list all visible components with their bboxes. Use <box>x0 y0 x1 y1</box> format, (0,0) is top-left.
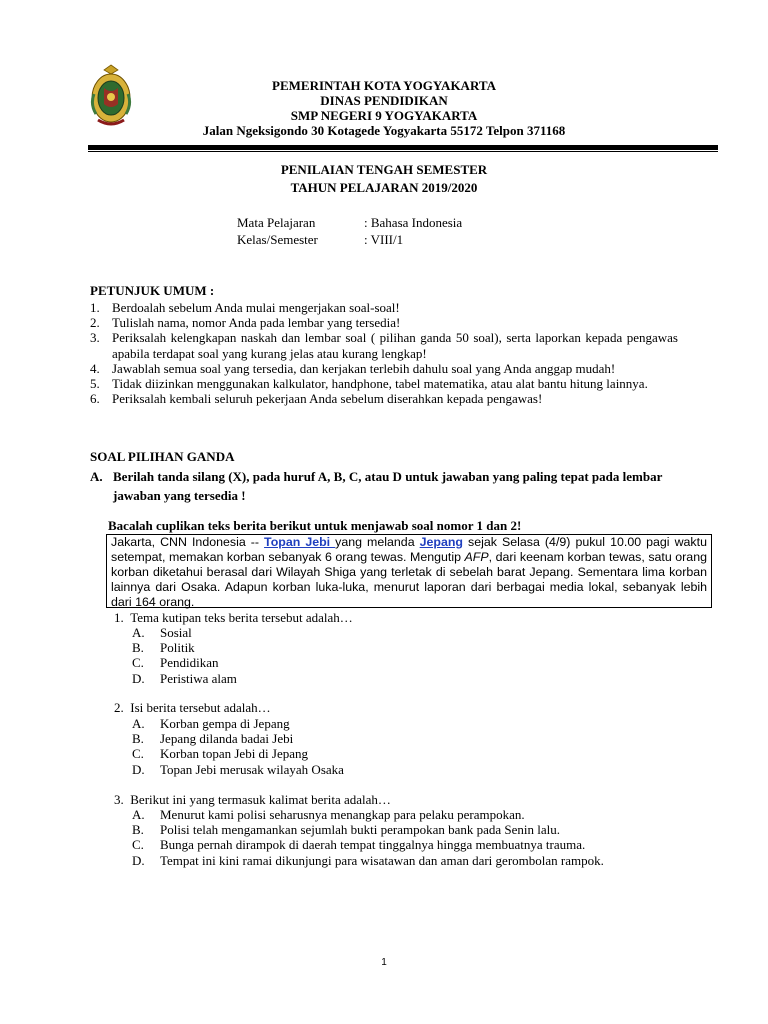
page-number: 1 <box>381 957 387 968</box>
class-value: : VIII/1 <box>364 232 404 247</box>
option: D. Peristiwa alam <box>132 670 237 686</box>
subject-label: Mata Pelajaran <box>237 215 316 230</box>
question-3: 3. Berikut ini yang termasuk kalimat berita adalah… <box>114 792 391 807</box>
exam-title: PENILAIAN TENGAH SEMESTER <box>280 162 488 177</box>
subject-value: : Bahasa Indonesia <box>364 215 463 230</box>
option: C. Korban topan Jebi di Jepang <box>132 746 309 762</box>
header-agency: DINAS PENDIDIKAN <box>320 93 448 108</box>
option: A. Korban gempa di Jepang <box>132 716 290 731</box>
instruction-item: 2. Tulislah nama, nomor Anda pada lembar yang tersedia! <box>90 315 401 331</box>
city-emblem-logo <box>90 64 132 130</box>
option: C. Pendidikan <box>132 655 219 671</box>
option: B. Politik <box>132 640 195 656</box>
option: A. Menurut kami polisi seharusnya menangkap para pelaku perampokan. <box>132 807 525 822</box>
link-jepang[interactable]: Jepang <box>419 535 464 549</box>
instructions-heading: PETUNJUK UMUM : <box>90 283 215 298</box>
question-1: 1. Tema kutipan teks berita tersebut adalah… <box>114 610 353 625</box>
news-passage-box: Jakarta, CNN Indonesia -- Topan Jebi yang melanda Jepang sejak Selasa (4/9) pukul 10.00 pagi waktu setempat, memakan korban sebanyak 6 orang tewas. Mengutip AFP, dari keenam korban tewas, satu orang korban diketahui berasal dari Wilayah Shiga yang terletak di sebelah barat Jepang. Sementara lima korban lainnya dari Osaka. Adapun korban luka-luka, menurut laporan dari berbagai media lokal, sebanyak lebih dari 164 orang. <box>106 534 712 608</box>
option: B. Polisi telah mengamankan sejumlah bukti perampokan bank pada Senin lalu. <box>132 822 561 838</box>
section-a-instruction <box>90 467 680 505</box>
question-2: 2. Isi berita tersebut adalah… <box>114 700 271 715</box>
question-3-options <box>132 807 604 868</box>
instruction-item: 3. Periksalah kelengkapan naskah dan lembar soal ( pilihan ganda 50 soal), serta laporkan kepada pengawas apabila terdapat soal yang kurang jelas atau kurang lengkap! <box>90 330 678 361</box>
option: B. Jepang dilanda badai Jebi <box>132 731 294 747</box>
header-address: Jalan Ngeksigondo 30 Kotagede Yogyakarta 55172 Telpon 371168 <box>202 123 566 138</box>
instruction-item: 6. Periksalah kembali seluruh pekerjaan Anda sebelum diserahkan kepada pengawas! <box>90 391 543 407</box>
passage-heading: Bacalah cuplikan teks berita berikut untuk menjawab soal nomor 1 dan 2! <box>108 518 522 533</box>
option: A. Sosial <box>132 625 192 640</box>
instruction-item: 4. Jawablah semua soal yang tersedia, dan kerjakan terlebih dahulu soal yang Anda anggap mudah! <box>90 360 616 376</box>
option: D. Tempat ini kini ramai dikunjungi para wisatawan dan aman dari gerombolan rampok. <box>132 852 604 868</box>
section-a-text: Berilah tanda silang (X), pada huruf A, B, C, atau D untuk jawaban yang paling tepat pada lembar jawaban yang tersedia ! <box>113 469 663 503</box>
header-government: PEMERINTAH KOTA YOGYAKARTA <box>272 78 496 93</box>
section-heading: SOAL PILIHAN GANDA <box>90 449 235 464</box>
question-1-options <box>132 625 237 686</box>
instructions-list <box>90 300 678 406</box>
academic-year: TAHUN PELAJARAN 2019/2020 <box>290 180 478 195</box>
instruction-item: 1. Berdoalah sebelum Anda mulai mengerjakan soal-soal! <box>90 300 400 315</box>
class-label: Kelas/Semester <box>237 232 318 247</box>
option: C. Bunga pernah dirampok di daerah tempat tinggalnya hingga membuatnya trauma. <box>132 837 586 853</box>
instruction-item: 5. Tidak diizinkan menggunakan kalkulator, handphone, tabel matematika, atau alat bantu hitung lainnya. <box>90 376 648 392</box>
question-2-options <box>132 716 344 777</box>
section-a-label: A. <box>90 469 103 484</box>
header-school: SMP NEGERI 9 YOGYAKARTA <box>290 108 478 123</box>
letterhead-divider-thick <box>88 145 718 150</box>
link-topan-jebi[interactable]: Topan Jebi <box>264 535 336 549</box>
option: D. Topan Jebi merusak wilayah Osaka <box>132 761 344 777</box>
letterhead-divider-thin <box>88 151 718 152</box>
